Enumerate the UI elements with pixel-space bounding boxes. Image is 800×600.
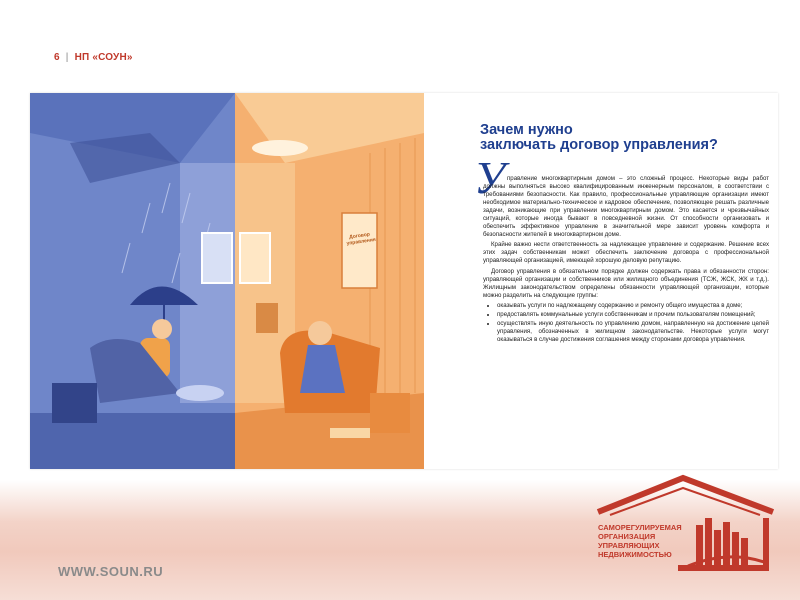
logo-text — [598, 523, 688, 559]
article-title — [480, 123, 780, 153]
poster-text: Договор управления — [346, 231, 377, 247]
paragraph-1: правление многоквартирным домом – это сложный процесс. Некоторые виды работ должны выполняться высоко квалифицированным инженерным персоналом, в соответствии с требованиями безопасности. Как правило, профессиональные управляющие организации имеют необходимое материально-техническое и кадровое обеспечение, позволяющее решать различные задачи, возникающие при управлении многоквартирным домом. Это касается и чрезвычайных ситуаций, которые иногда бывают в повседневной жизни. От способности организовать и обеспечить эффективное управление в значительной мере зависит уровень комфорта и безопасности жителей в многоквартирном доме. — [483, 175, 769, 239]
logo-line: ОРГАНИЗАЦИЯ — [598, 532, 656, 541]
paragraph-2: Крайне важно нести ответственность за надлежащее управление и содержание. Решение всех этих задач собственникам может обеспечить заключение договора с профессиональной управляющей организацией, имеющей хорошую деловую репутацию. — [483, 241, 769, 265]
slide-header — [54, 52, 133, 63]
logo-line: НЕДВИЖИМОСТЬЮ — [598, 550, 672, 559]
paragraph-3: Договор управления в обязательном порядке должен содержать права и обязанности сторон: управляющей организации и собственников или жилищного объединения (ТСЖ, ЖСК, ЖК и т.д.). Жилищным законодательством определены обязанности управляющей организации, которые можно разделить на следующие группы: — [483, 267, 769, 299]
duty-item: • оказывать услуги по надлежащему содержанию и ремонту общего имущества в доме; — [497, 302, 769, 310]
illustration — [30, 93, 424, 469]
header-separator: | — [65, 52, 69, 63]
logo-line: САМОРЕГУЛИРУЕМАЯ — [598, 523, 682, 532]
article-page — [454, 93, 778, 469]
title-line-1: Зачем нужно — [480, 122, 573, 138]
article-body — [483, 175, 769, 345]
page-number: 6 — [54, 52, 60, 63]
logo-line: УПРАВЛЯЮЩИХ — [598, 541, 660, 550]
website-link[interactable]: WWW.SOUN.RU — [58, 564, 164, 579]
brochure-spread — [30, 93, 778, 469]
illustration-svg — [30, 93, 424, 469]
title-line-2: заключать договор управления? — [480, 137, 718, 153]
duties-list — [483, 302, 769, 344]
duty-item: • предоставлять коммунальные услуги собственникам и прочим пользователям помещений; — [497, 311, 769, 319]
drop-cap: У — [474, 152, 505, 203]
org-name: НП «СОУН» — [74, 52, 133, 63]
duty-item: • осуществлять иную деятельность по управлению домом, направленную на достижение целей управления, обозначенных в жилищном законодательстве. Некоторые услуги могут оказываться в случае достижения соглашения между сторонами договора управления. — [497, 320, 769, 344]
